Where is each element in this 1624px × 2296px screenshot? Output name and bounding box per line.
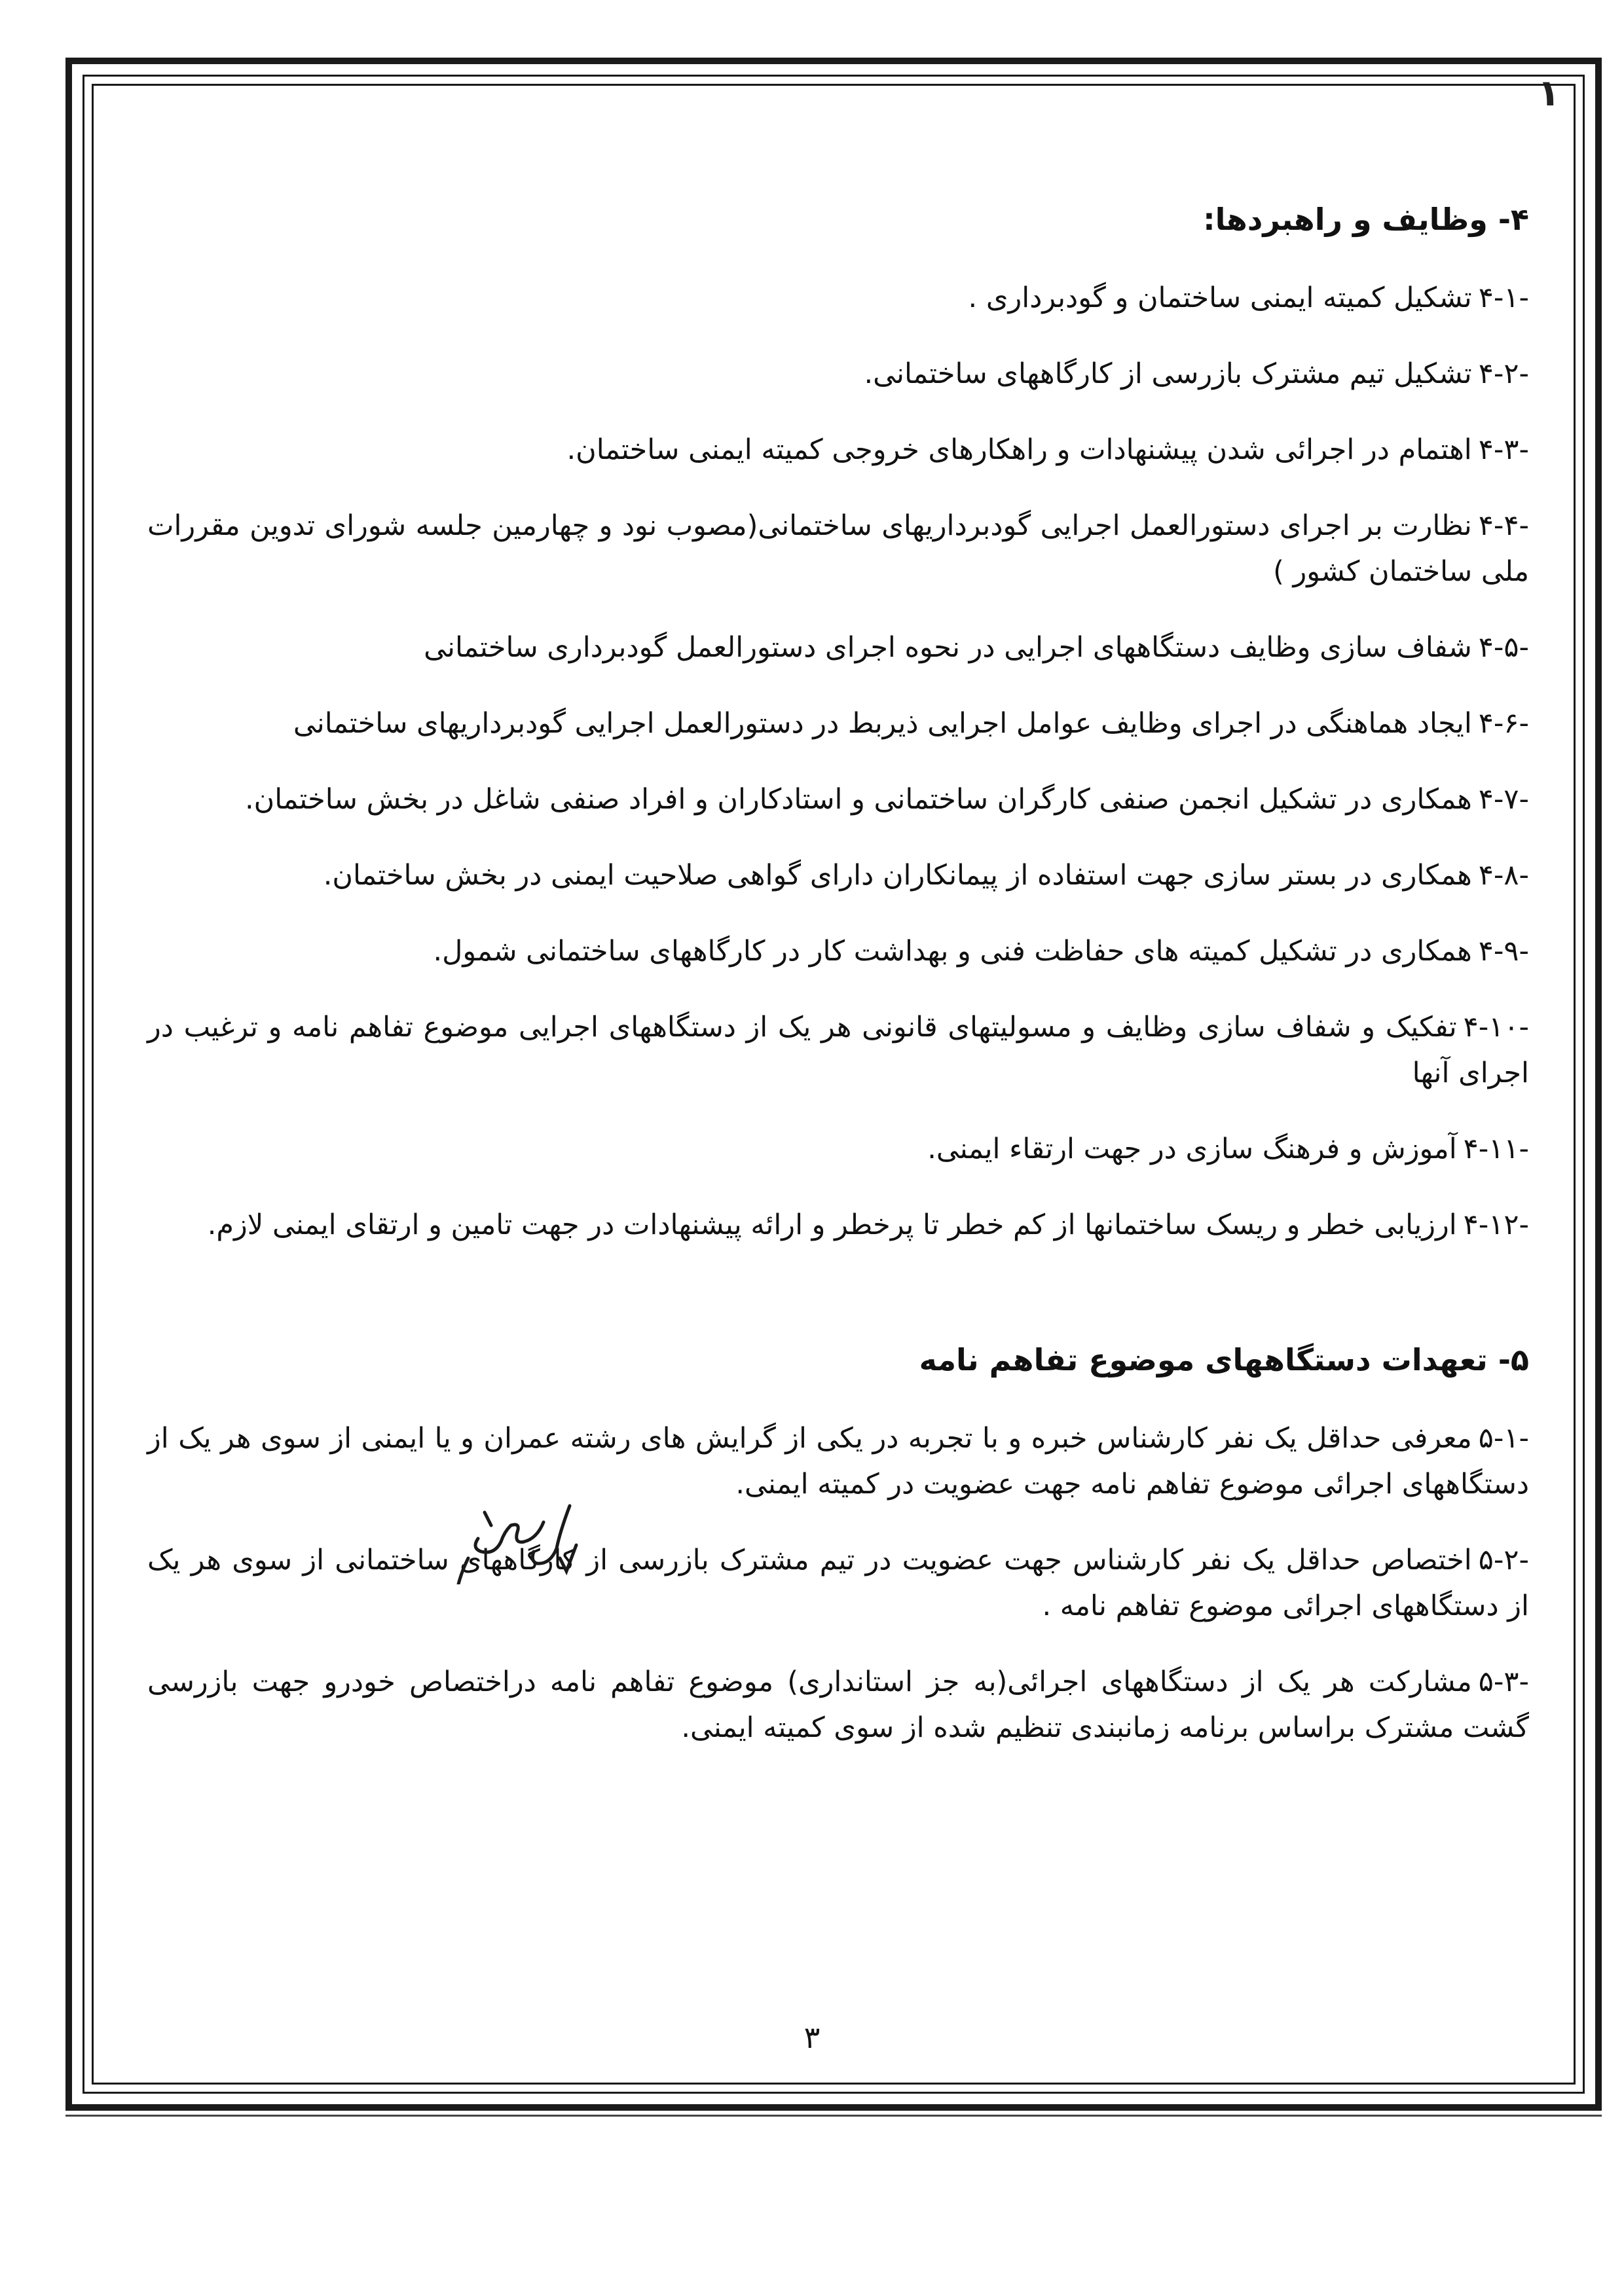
item-number: ۵-۱- (1478, 1422, 1529, 1455)
list-item-4-2 (147, 351, 1529, 397)
item-text: آموزش و فرهنگ سازی در جهت ارتقاء ایمنی. (927, 1133, 1457, 1165)
handwritten-annotation (445, 1486, 589, 1584)
item-text: همکاری در تشکیل انجمن صنفی کارگران ساختمانی و استادکاران و افراد صنفی شاغل در بخش ساختمان. (245, 783, 1472, 816)
list-item-4-4 (147, 503, 1529, 594)
item-text: اهتمام در اجرائی شدن پیشنهادات و راهکارهای خروجی کمیته ایمنی ساختمان. (566, 433, 1472, 466)
list-item-4-11 (147, 1126, 1529, 1172)
list-item-4-6 (147, 701, 1529, 746)
list-item-4-12 (147, 1202, 1529, 1248)
item-number: ۴-۱۰- (1463, 1011, 1529, 1044)
item-number: ۴-۸- (1478, 859, 1529, 892)
list-item-5-1 (147, 1415, 1529, 1507)
item-text: ایجاد هماهنگی در اجرای وظایف عوامل اجرایی ذیربط در دستورالعمل اجرایی گودبرداریهای ساختمانی (293, 707, 1472, 740)
item-number: ۴-۱- (1478, 282, 1529, 314)
section-5-heading: ۵- تعهدات دستگاههای موضوع تفاهم نامه (919, 1342, 1529, 1377)
item-number: ۴-۵- (1478, 631, 1529, 664)
list-item-4-3 (147, 427, 1529, 473)
item-text: همکاری در بستر سازی جهت استفاده از پیمانکاران دارای گواهی صلاحیت ایمنی در بخش ساختمان. (323, 859, 1472, 892)
list-item-4-10 (147, 1004, 1529, 1096)
item-number: ۴-۹- (1478, 935, 1529, 968)
item-text: نظارت بر اجرای دستورالعمل اجرایی گودبرداریهای ساختمانی(مصوب نود و چهارمین جلسه شورای تدوین مقررات ملی ساختمان کشور ) (147, 509, 1529, 588)
list-item-4-1 (147, 275, 1529, 321)
item-text: مشارکت هر یک از دستگاههای اجرائی(به جز استانداری) موضوع تفاهم نامه دراختصاص خودرو جهت بازرسی گشت مشترک براساس برنامه زمانبندی تنظیم شده از سوی کمیته ایمنی. (147, 1666, 1529, 1744)
list-item-4-7 (147, 776, 1529, 822)
item-text: ارزیابی خطر و ریسک ساختمانها از کم خطر تا پرخطر و ارائه پیشنهادات در جهت تامین و ارتقای ایمنی لازم. (207, 1209, 1457, 1241)
list-item-4-5 (147, 625, 1529, 670)
item-number: ۴-۴- (1478, 509, 1529, 542)
section-spacer (147, 1278, 1529, 1337)
list-item-4-8 (147, 852, 1529, 898)
list-item-5-2 (147, 1537, 1529, 1629)
list-item-5-3 (147, 1659, 1529, 1751)
item-text: اختصاص حداقل یک نفر کارشناس جهت عضویت در تیم مشترک بازرسی از کارگاههای ساختمانی از سوی هر یک از دستگاههای اجرائی موضوع تفاهم نامه . (147, 1544, 1529, 1622)
page-number: ۳ (803, 2020, 821, 2055)
item-number: ۵-۲- (1478, 1544, 1529, 1576)
item-number: ۴-۳- (1478, 433, 1529, 466)
section-4-heading: ۴- وظایف و راهبردها: (1203, 202, 1529, 237)
item-number: ۴-۱۱- (1463, 1133, 1529, 1165)
item-text: معرفی حداقل یک نفر کارشناس خبره و با تجربه در یکی از گرایش های رشته عمران و یا ایمنی از سوی هر یک از دستگاههای اجرائی موضوع تفاهم نامه جهت عضویت در کمیته ایمنی. (147, 1422, 1529, 1501)
corner-mark: ۱ (1538, 72, 1560, 115)
item-number: ۴-۱۲- (1463, 1209, 1529, 1241)
item-text: تفکیک و شفاف سازی وظایف و مسولیتهای قانونی هر یک از دستگاههای اجرایی موضوع تفاهم نامه و ترغیب در اجرای آنها (147, 1011, 1529, 1089)
item-number: ۵-۳- (1478, 1666, 1529, 1698)
document-body (147, 196, 1529, 1781)
item-text: تشکیل تیم مشترک بازرسی از کارگاههای ساختمانی. (864, 357, 1472, 390)
item-text: شفاف سازی وظایف دستگاههای اجرایی در نحوه اجرای دستورالعمل گودبرداری ساختمانی (424, 631, 1472, 664)
item-number: ۴-۶- (1478, 707, 1529, 740)
list-item-4-9 (147, 928, 1529, 974)
item-number: ۴-۷- (1478, 783, 1529, 816)
item-text: همکاری در تشکیل کمیته های حفاظت فنی و بهداشت کار در کارگاههای ساختمانی شمول. (433, 935, 1472, 968)
bottom-rule (65, 2115, 1602, 2117)
item-number: ۴-۲- (1478, 357, 1529, 390)
item-text: تشکیل کمیته ایمنی ساختمان و گودبرداری . (968, 282, 1472, 314)
